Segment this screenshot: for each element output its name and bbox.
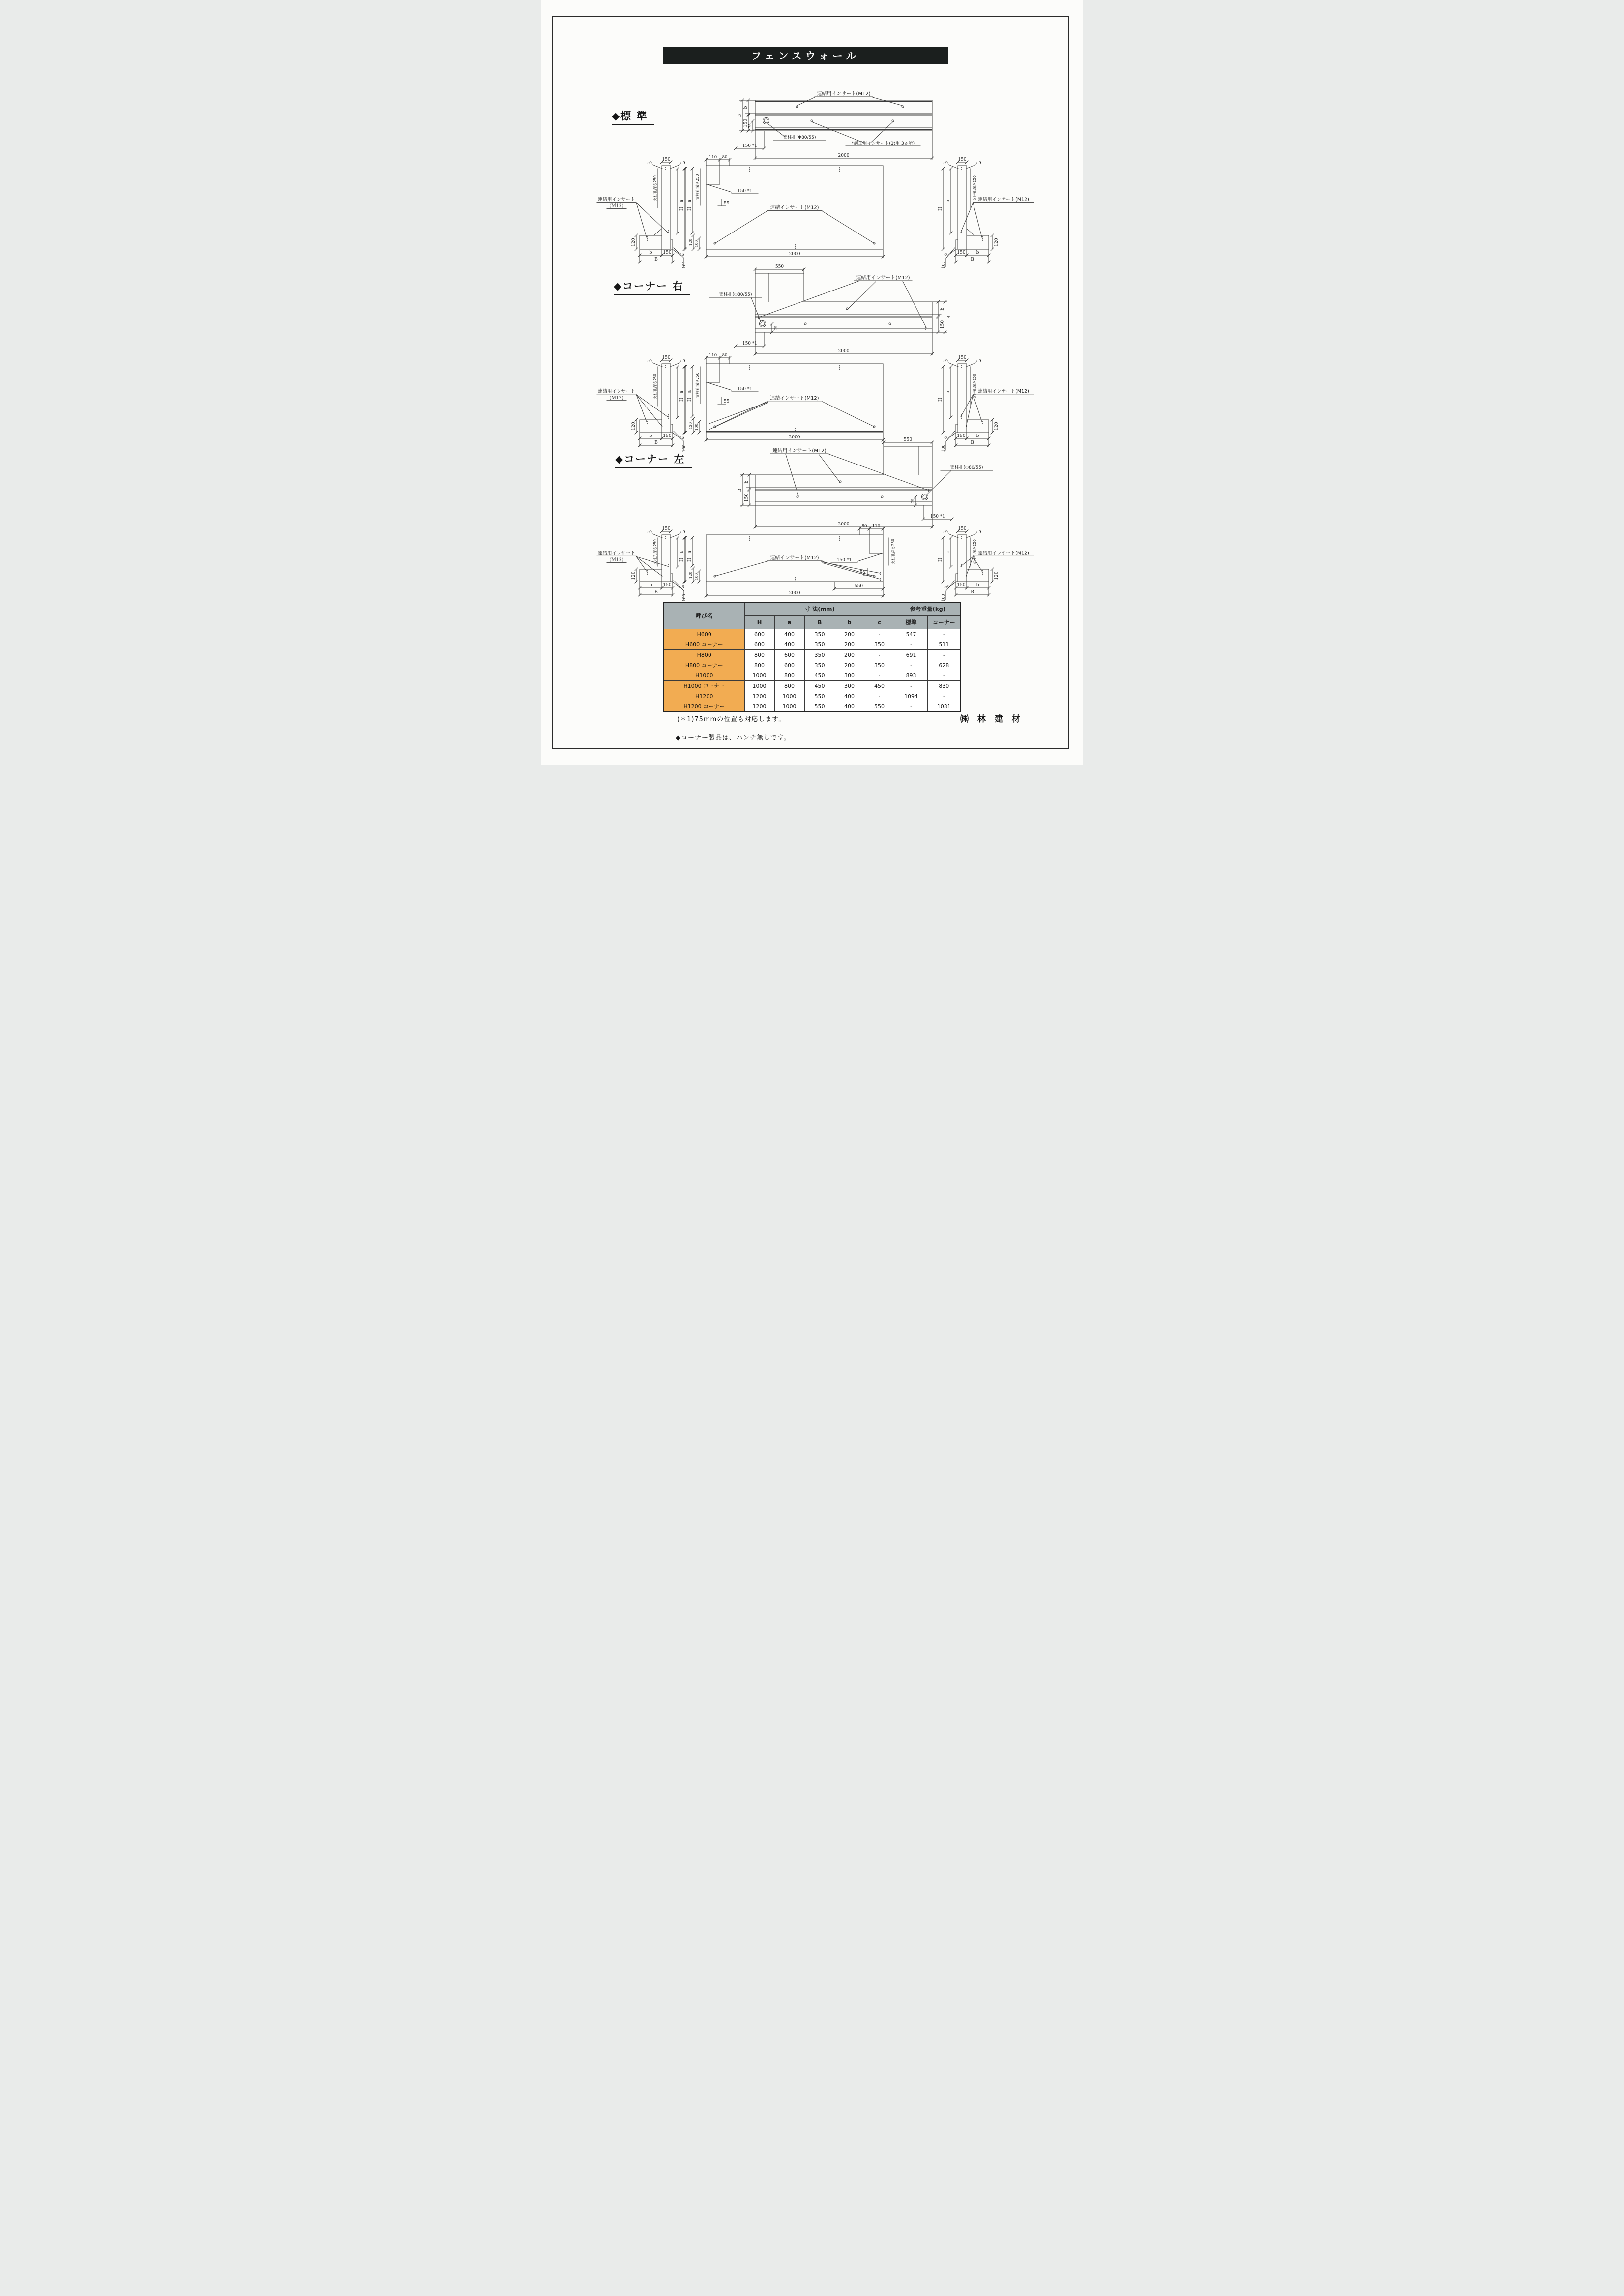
cell-a: 800	[774, 670, 804, 681]
drawing-line	[670, 363, 680, 367]
dim-label: c9	[976, 359, 981, 363]
drawing-line	[636, 395, 662, 427]
dim-label: 2000	[838, 349, 850, 354]
insert-hole	[796, 106, 798, 108]
table-row	[664, 639, 961, 650]
dim-label: c9	[943, 530, 948, 534]
drawing-line	[966, 395, 973, 427]
dim-label: 55	[859, 570, 865, 575]
dim-label: 150 *1	[742, 144, 758, 148]
callout-label: 連結用インサート(M12)	[978, 197, 1029, 203]
dim-label: H	[938, 207, 943, 211]
cell-bb: 450	[804, 681, 835, 691]
cell-name: H800	[664, 650, 744, 660]
dim-label: B	[971, 590, 974, 595]
callout-label: 支柱孔(Φ80/55)	[719, 292, 752, 297]
post-hole-icon	[760, 321, 766, 327]
callout-label: 連結インサート(M12)	[770, 395, 819, 401]
dim-label: c9	[680, 530, 685, 534]
dim-label: 150	[663, 583, 672, 588]
drawing-line	[821, 562, 880, 573]
dim-label: b	[743, 106, 748, 109]
dim-label: a	[687, 550, 692, 553]
callout-label: 連結用インサート(M12)	[978, 551, 1029, 556]
drawing-line	[966, 165, 976, 169]
drawing-line	[966, 534, 976, 538]
cell-h: 1000	[744, 681, 774, 691]
drawing-line	[822, 402, 874, 427]
col-header-3: b	[835, 616, 864, 629]
dim-label: c9	[647, 359, 652, 363]
dim-label: 支柱孔深さ250	[695, 174, 700, 200]
dim-label: 150	[662, 526, 671, 531]
dim-label: 150 *1	[737, 189, 753, 194]
dim-label: H	[687, 558, 692, 562]
drawing-line	[973, 395, 982, 422]
cell-bb: 350	[804, 660, 835, 670]
dim-label: H	[938, 398, 943, 402]
leader-line	[857, 553, 882, 561]
cell-b: 400	[835, 691, 864, 701]
col-header-name: 呼び名	[664, 602, 744, 629]
dim-label: 150	[663, 250, 672, 255]
leader-line	[707, 184, 732, 192]
cell-std: -	[895, 639, 927, 650]
cell-std: -	[895, 681, 927, 691]
callout-label: 連結用インサート(M12)	[856, 275, 910, 281]
drawing-line	[636, 556, 662, 576]
drawing-line	[751, 298, 761, 321]
corner-left-drawing	[588, 437, 1038, 602]
callout-label: *施工用インサート(1t用 3ヵ所)	[851, 141, 915, 146]
dim-label: 110	[709, 353, 717, 358]
dim-label: 80	[722, 353, 728, 358]
drawing-line	[652, 534, 662, 538]
dim-label: 150	[957, 583, 966, 588]
cell-bb: 550	[804, 691, 835, 701]
table-row	[664, 629, 961, 639]
dim-label: 110	[872, 524, 881, 529]
dim-label: 支柱孔深さ250	[695, 372, 700, 398]
dim-label: b	[649, 250, 652, 255]
cell-corner: -	[927, 650, 961, 660]
cell-std: 1094	[895, 691, 927, 701]
post-hole-icon	[764, 119, 768, 123]
dim-label: 120	[994, 238, 999, 247]
cell-c: 550	[864, 701, 895, 712]
dim-label: c6	[944, 252, 949, 257]
insert-hole	[881, 496, 883, 498]
dim-label: a	[679, 199, 684, 203]
drawing-line	[636, 395, 647, 422]
cell-c: -	[864, 650, 895, 660]
col-header-4: c	[864, 616, 895, 629]
drawing-line	[829, 454, 929, 491]
table-row	[664, 660, 961, 670]
cell-name: H600	[664, 629, 744, 639]
cell-name: H1000	[664, 670, 744, 681]
dim-label: 550	[903, 437, 913, 442]
dim-label: 120	[994, 422, 999, 431]
drawing-line	[652, 165, 662, 169]
dim-label: B	[971, 440, 974, 445]
dim-label: a	[946, 551, 951, 554]
dim-label: 支柱孔深さ250	[653, 374, 657, 399]
dim-label: 100	[941, 594, 945, 602]
dim-label: 150 *1	[742, 341, 758, 346]
cell-std: 893	[895, 670, 927, 681]
dim-label: 2000	[838, 153, 850, 158]
dim-label: B	[947, 315, 952, 319]
drawing-line	[973, 203, 982, 237]
company-name: ㈱ 林 建 材	[960, 714, 1023, 724]
dim-label: a	[687, 390, 692, 393]
dim-label: 55	[724, 399, 730, 404]
dim-label: B	[654, 590, 658, 595]
dim-label: H	[687, 207, 692, 211]
cell-corner: -	[927, 629, 961, 639]
cell-c: -	[864, 670, 895, 681]
dim-label: c9	[647, 161, 652, 165]
cell-c: -	[864, 629, 895, 639]
drawing-line	[652, 363, 662, 367]
cell-a: 600	[774, 650, 804, 660]
drawing-line	[636, 203, 668, 233]
dim-label: 支柱孔深さ250	[891, 539, 895, 564]
dim-label: 100	[941, 444, 945, 452]
cell-a: 600	[774, 660, 804, 670]
cell-corner: 1031	[927, 701, 961, 712]
dim-label: a	[946, 390, 951, 394]
dim-label: 120	[631, 571, 636, 580]
cell-std: -	[895, 701, 927, 712]
insert-hole	[889, 323, 891, 325]
dim-label: 支柱孔深さ250	[653, 539, 657, 565]
dim-label: a	[679, 390, 684, 394]
cell-a: 400	[774, 629, 804, 639]
dim-label: 150	[958, 355, 967, 360]
cell-c: 450	[864, 681, 895, 691]
cell-name: H600 コーナー	[664, 639, 744, 650]
dim-label: 100	[682, 261, 686, 269]
dim-label: 75	[774, 325, 778, 331]
cell-h: 1200	[744, 701, 774, 712]
drawing-line	[715, 561, 767, 576]
cell-name: H1000 コーナー	[664, 681, 744, 691]
cell-h: 800	[744, 660, 774, 670]
cell-bb: 350	[804, 639, 835, 650]
dim-label: 120	[631, 238, 636, 247]
dim-label: 150	[743, 118, 748, 128]
table-row	[664, 691, 961, 701]
drawing-line	[636, 556, 668, 566]
dim-label: 110	[709, 155, 717, 160]
cell-b: 300	[835, 670, 864, 681]
dim-label: 150	[957, 434, 966, 438]
col-group-weight: 参考重量(kg)	[895, 602, 961, 616]
dim-label: c6	[679, 436, 684, 440]
col-group-dimensions: 寸 法(mm)	[744, 602, 895, 616]
callout-label: 連結用インサート(M12)	[978, 388, 1029, 394]
callout-label: 連結用インサート(M12)	[817, 91, 871, 97]
col-header-6: コーナー	[927, 616, 961, 629]
col-header-5: 標準	[895, 616, 927, 629]
callout-label: 連結用インサート(M12)	[772, 448, 827, 454]
insert-hole	[797, 496, 798, 498]
dim-label: 2000	[789, 252, 800, 257]
dim-label: 2000	[789, 591, 800, 596]
cell-b: 200	[835, 650, 864, 660]
cell-name: H1200 コーナー	[664, 701, 744, 712]
dim-label: a	[946, 199, 951, 203]
dim-label: 150	[662, 157, 671, 162]
dim-label: b	[976, 250, 979, 255]
drawing-line	[847, 282, 876, 310]
dim-label: 80	[722, 155, 728, 160]
dim-label: c9	[976, 161, 981, 165]
dim-label: 55	[724, 201, 730, 206]
cell-a: 400	[774, 639, 804, 650]
dim-label: 80	[861, 524, 867, 529]
dim-label: a	[687, 199, 692, 203]
cell-bb: 350	[804, 650, 835, 660]
insert-hole	[811, 120, 813, 122]
drawing-line	[967, 229, 974, 235]
cell-a: 800	[774, 681, 804, 691]
post-hole-icon	[922, 494, 928, 500]
post-hole-icon	[761, 322, 765, 326]
dim-label: B	[738, 488, 742, 492]
drawing-line	[948, 165, 958, 169]
dim-label: 支柱孔深さ250	[973, 539, 977, 565]
dim-label: H	[679, 207, 684, 211]
dim-label: 550	[854, 584, 863, 589]
callout-label: 支柱孔(Φ80/55)	[783, 135, 816, 140]
post-hole-icon	[923, 495, 927, 499]
dim-label: 支柱孔深さ250	[973, 374, 977, 399]
drawing-line	[948, 363, 958, 367]
callout-label: (M12)	[609, 203, 624, 209]
dim-label: 150	[958, 157, 967, 162]
dim-label: c9	[647, 530, 652, 534]
leader-line	[707, 382, 732, 390]
drawing-line	[670, 165, 680, 169]
dim-label: H	[679, 398, 684, 402]
cell-h: 600	[744, 639, 774, 650]
cell-corner: 511	[927, 639, 961, 650]
drawing-line	[636, 395, 668, 417]
table-row	[664, 701, 961, 712]
dim-label: 100	[694, 240, 699, 248]
dim-label: H	[679, 558, 684, 562]
dim-label: c6	[944, 585, 949, 589]
dim-label: c6	[679, 252, 684, 257]
dim-label: b	[744, 480, 749, 484]
cell-bb: 350	[804, 629, 835, 639]
cell-std: 547	[895, 629, 927, 639]
dim-label: 2000	[838, 522, 850, 527]
cell-c: 350	[864, 660, 895, 670]
cell-name: H1200	[664, 691, 744, 701]
table-row	[664, 670, 961, 681]
drawing-line	[927, 471, 951, 494]
callout-label: 連結インサート(M12)	[770, 205, 819, 211]
cell-h: 800	[744, 650, 774, 660]
dim-label: 100	[682, 594, 686, 602]
leader-line	[946, 248, 955, 267]
page-title: フェンスウォール	[751, 50, 860, 62]
cell-b: 400	[835, 701, 864, 712]
cell-bb: 450	[804, 670, 835, 681]
dim-label: c9	[976, 530, 981, 534]
drawing-line	[948, 534, 958, 538]
cell-c: -	[864, 691, 895, 701]
callout-label: 支柱孔(Φ80/55)	[950, 465, 983, 470]
dim-label: c9	[680, 359, 685, 363]
cell-h: 1200	[744, 691, 774, 701]
cell-c: 350	[864, 639, 895, 650]
cell-a: 1000	[774, 691, 804, 701]
drawing-line	[822, 211, 874, 243]
drawing-line	[812, 122, 863, 143]
cell-h: 600	[744, 629, 774, 639]
dim-label: c9	[943, 161, 948, 165]
dim-label: 150 *1	[930, 514, 945, 519]
section-heading-corner-left: ◆コーナー 左	[615, 451, 692, 468]
callout-label: 連結用インサート	[597, 551, 636, 556]
col-header-0: H	[744, 616, 774, 629]
insert-hole	[902, 106, 904, 108]
dim-label: 150	[958, 526, 967, 531]
dim-label: B	[738, 114, 742, 117]
dim-label: 75	[911, 498, 915, 504]
drawing-line	[966, 363, 976, 367]
insert-hole	[804, 323, 806, 325]
dim-label: 120	[631, 422, 636, 431]
note-corner: ◆コーナー製品は、ハンチ無しです。	[676, 734, 791, 742]
leader-line	[946, 581, 955, 600]
dim-label: 120	[688, 422, 693, 430]
dim-label: 150 *1	[737, 387, 753, 392]
dim-label: 75	[748, 123, 752, 128]
note-asterisk1: (＊1)75mmの位置も対応します。	[677, 716, 786, 723]
dim-label: 550	[775, 264, 784, 269]
dim-label: b	[649, 583, 652, 588]
drawing-line	[715, 211, 767, 243]
col-header-2: B	[804, 616, 835, 629]
dim-label: 150	[662, 355, 671, 360]
drawing-line	[654, 229, 662, 235]
dim-label: H	[938, 558, 943, 562]
dim-label: 150	[744, 493, 749, 502]
dim-label: H	[687, 398, 692, 402]
dim-label: 支柱孔深さ250	[973, 175, 977, 201]
drawing-line	[822, 563, 880, 579]
cell-corner: -	[927, 670, 961, 681]
dim-label: 150	[957, 250, 966, 255]
dim-label: c6	[679, 585, 684, 589]
dim-label: B	[971, 257, 974, 262]
cell-b: 300	[835, 681, 864, 691]
cell-corner: 628	[927, 660, 961, 670]
dim-label: 150	[663, 434, 672, 438]
post-hole-icon	[763, 118, 769, 124]
cell-bb: 550	[804, 701, 835, 712]
dim-label: 150	[940, 320, 945, 329]
dim-label: b	[649, 434, 652, 438]
cell-std: -	[895, 660, 927, 670]
dim-label: b	[940, 307, 945, 311]
dim-label: 100	[694, 423, 699, 431]
page	[541, 0, 1083, 765]
cell-corner: 830	[927, 681, 961, 691]
drawing-line	[709, 403, 767, 430]
callout-label: 連結インサート(M12)	[770, 555, 819, 561]
dim-label: 100	[694, 573, 699, 581]
drawing-line	[709, 402, 768, 424]
dim-label: c9	[943, 359, 948, 363]
dim-label: 120	[688, 571, 693, 579]
dim-label: 100	[682, 444, 686, 452]
drawing-line	[903, 281, 926, 328]
drawing-line	[819, 455, 840, 483]
drawing-line	[758, 281, 858, 318]
dim-label: c9	[680, 161, 685, 165]
table-row	[664, 681, 961, 691]
dim-label: b	[976, 583, 979, 588]
cell-h: 1000	[744, 670, 774, 681]
section-heading-standard: ◆標 準	[612, 108, 654, 125]
cell-b: 200	[835, 660, 864, 670]
dim-label: B	[654, 257, 658, 262]
corner-right-drawing	[588, 264, 1038, 452]
spec-table	[663, 602, 961, 712]
cell-b: 200	[835, 639, 864, 650]
callout-label: 連結用インサート	[597, 388, 636, 394]
cell-a: 1000	[774, 701, 804, 712]
dim-label: 120	[688, 238, 693, 246]
dim-label: b	[976, 434, 979, 438]
table-row	[664, 650, 961, 660]
callout-label: 連結用インサート	[597, 197, 636, 203]
title-banner	[663, 47, 948, 64]
callout-label: (M12)	[609, 395, 624, 401]
drawing-line	[670, 534, 680, 538]
dim-label: 支柱孔深さ250	[653, 175, 657, 201]
cell-corner: -	[927, 691, 961, 701]
col-header-1: a	[774, 616, 804, 629]
dim-label: 120	[994, 571, 999, 580]
dim-label: 150 *1	[836, 558, 852, 563]
cell-name: H800 コーナー	[664, 660, 744, 670]
section-heading-corner-right: ◆コーナー 右	[614, 278, 690, 295]
drawing-line	[871, 122, 893, 143]
dim-label: B	[654, 440, 658, 445]
drawing-line	[768, 124, 785, 137]
dim-label: 100	[941, 261, 945, 269]
callout-label: (M12)	[609, 557, 624, 563]
dim-label: 2000	[789, 435, 800, 440]
cell-std: 691	[895, 650, 927, 660]
dim-label: c6	[944, 436, 949, 440]
dim-label: a	[679, 551, 684, 554]
cell-b: 200	[835, 629, 864, 639]
